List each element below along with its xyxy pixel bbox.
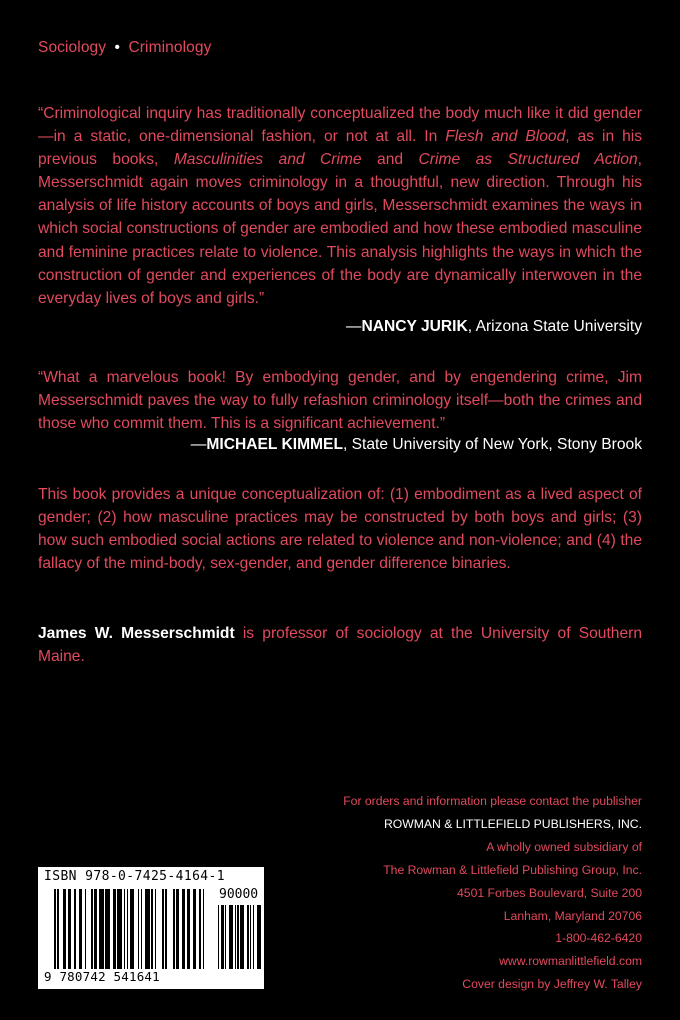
attribution-kimmel	[191, 433, 642, 456]
author-name: James W. Messerschmidt	[38, 625, 235, 642]
publisher-subsidiary-line: A wholly owned subsidiary of	[486, 839, 642, 854]
publisher-contact-line: For orders and information please contact the publisher	[343, 794, 642, 808]
barcode-addon-bars	[218, 905, 261, 969]
book-title-flesh-and-blood: Flesh and Blood	[445, 128, 566, 146]
category-line	[38, 39, 211, 57]
reviewer-name: NANCY JURIK	[361, 318, 468, 335]
quote-text-part: , Messerschmidt again moves criminology in a thoughtful, new direction. Through his analysis of life history accounts of boys and girls, Messerschmidt examines the ways in which social constructions of gender are embodied and how these embodied masculine and feminine practices relate to violence. This analysis highlights the ways in which the construction of gender and experiences of the body are dynamically interwoven in the everyday lives of boys and girls.”	[38, 151, 642, 307]
category-criminology: Criminology	[128, 39, 212, 56]
barcode-digits: 9 780742 541641	[44, 969, 160, 984]
publisher-street: 4501 Forbes Boulevard, Suite 200	[457, 885, 642, 900]
review-quote-kimmel: “What a marvelous book! By embodying gender, and by engendering crime, Jim Messerschmidt paves the way to fully refashion criminology itself—both the crimes and those who commit them. This is a significant achievement.”	[38, 369, 642, 433]
quote-text-part: , as in his previous books,	[38, 128, 643, 169]
category-separator: •	[114, 39, 121, 56]
reviewer-name: MICHAEL KIMMEL	[206, 436, 343, 453]
barcode-bar	[209, 889, 211, 969]
isbn-text: ISBN 978-0-7425-4164-1	[44, 869, 225, 884]
cover-design-credit: Cover design by Jeffrey W. Talley	[462, 977, 642, 992]
quote-text-part: and	[361, 151, 419, 169]
review-quote-jurik	[38, 102, 642, 310]
publisher-website: www.rowmanlittlefield.com	[499, 954, 642, 969]
barcode-bar	[260, 905, 261, 969]
book-title-crime-as-structured-action: Crime as Structured Action	[418, 151, 638, 169]
isbn-barcode	[38, 867, 264, 989]
attribution-dash: —	[190, 436, 207, 453]
attribution-jurik	[346, 315, 642, 338]
publisher-name: ROWMAN & LITTLEFIELD PUBLISHERS, INC.	[383, 816, 642, 831]
publisher-group: The Rowman & Littlefield Publishing Group, Inc.	[383, 862, 642, 877]
book-title-masculinities-and-crime: Masculinities and Crime	[173, 151, 362, 169]
publisher-info	[343, 790, 642, 996]
barcode-main-bars	[54, 889, 210, 969]
attribution-dash: —	[345, 318, 362, 335]
publisher-city: Lanham, Maryland 20706	[503, 908, 642, 923]
author-bio-text: is professor of sociology at the University of Southern Maine.	[38, 625, 642, 666]
barcode-price-code: 90000	[219, 887, 259, 902]
reviewer-affiliation: , Arizona State University	[467, 318, 642, 335]
reviewer-affiliation: , State University of New York, Stony Brook	[342, 436, 642, 453]
quote-text-part: “Criminological inquiry has traditionally conceptualized the body much like it did gender—in a static, one-dimensional fashion, or not at all. In	[38, 105, 642, 146]
category-sociology: Sociology	[38, 39, 107, 56]
publisher-phone: 1-800-462-6420	[555, 931, 642, 946]
author-bio	[38, 622, 642, 668]
book-description: This book provides a unique conceptualization of: (1) embodiment as a lived aspect of gender; (2) how masculine practices may be constructed by both boys and girls; (3) how such embodied social actions are related to violence and non-violence; and (4) the fallacy of the mind-body, sex-gender, and gender difference binaries.	[38, 486, 642, 573]
